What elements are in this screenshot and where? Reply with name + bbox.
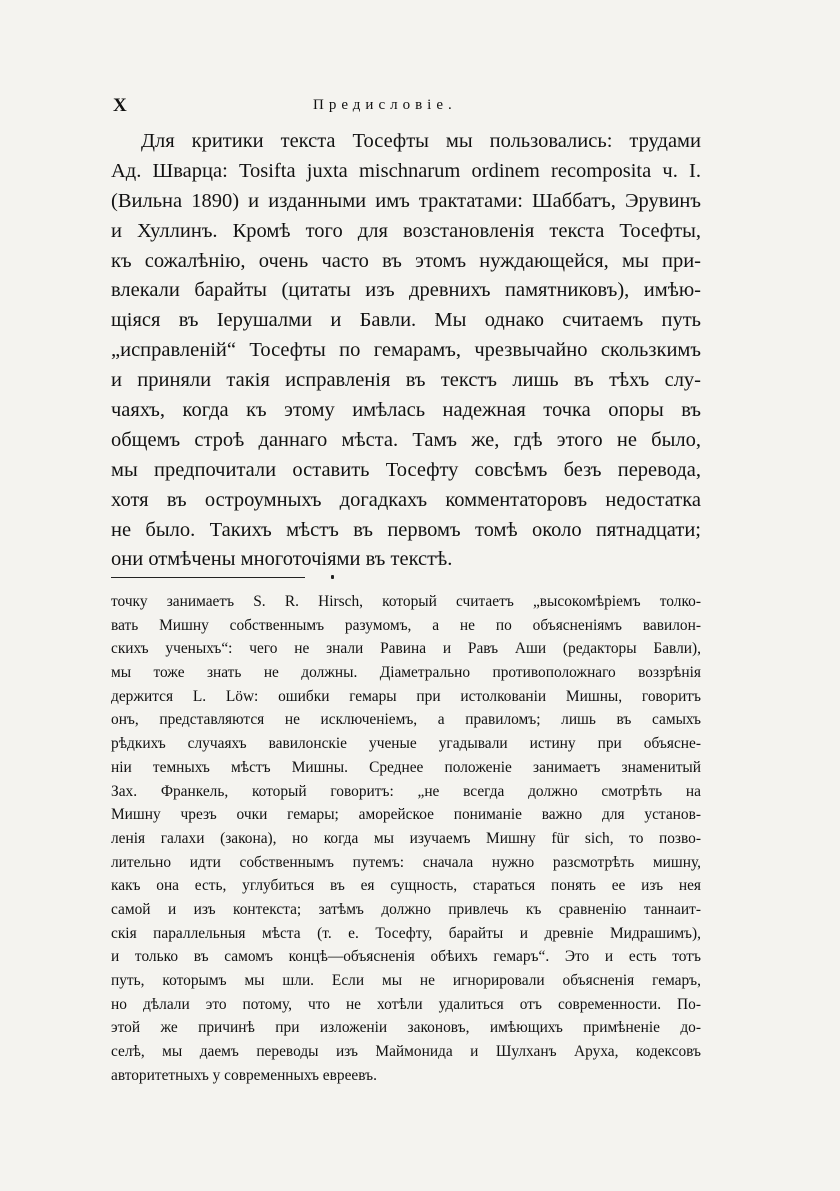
text-line: они отмѣчены многоточіями въ текстѣ. bbox=[111, 548, 453, 571]
footnote-rule bbox=[111, 577, 305, 578]
footnote-line: авторитетныхъ у современныхъ евреевъ. bbox=[111, 1066, 377, 1084]
footnote-line: скихъ ученыхъ“: чего не знали Равина и Равъ Аши (редакторы Бавли), bbox=[111, 640, 701, 658]
text-line: хотя въ остроумныхъ догадкахъ комментаторовъ недостатка bbox=[111, 488, 701, 511]
text-line: Для критики текста Тосефты мы пользовались: трудами bbox=[141, 130, 701, 152]
footnote-line: онъ, представляются не исключеніемъ, а правиломъ; лишь въ самыхъ bbox=[111, 711, 701, 729]
footnote-line: ніи темныхъ мѣстъ Мишны. Среднее положеніе занимаетъ знаменитый bbox=[111, 758, 701, 776]
footnote-line: держится L. Löw: ошибки гемары при истолкованіи Мишны, говоритъ bbox=[111, 687, 701, 705]
ink-speck bbox=[331, 575, 334, 579]
text-line: общемъ строѣ даннаго мѣста. Тамъ же, гдѣ этого не было, bbox=[111, 428, 701, 451]
text-line: и Хуллинъ. Кромѣ того для возстановленія текста Тосефты, bbox=[111, 219, 701, 242]
footnote-line: самой и изъ контекста; затѣмъ должно привлечь къ сравненію таннаит- bbox=[111, 900, 701, 918]
footnote-line: мы тоже знать не должны. Діаметрально противоположнаго воззрѣнія bbox=[111, 664, 701, 682]
footnote-line: какъ она есть, углубиться въ ея сущность, стараться понять ее изъ нея bbox=[111, 877, 701, 895]
footnote-line: ленія галахи (закона), но когда мы изучаемъ Мишну für sich, то позво- bbox=[111, 829, 701, 847]
page-number: X bbox=[113, 95, 127, 116]
footnote-line: селѣ, мы даемъ переводы изъ Маймонида и Шулханъ Аруха, кодексовъ bbox=[111, 1043, 701, 1061]
text-line: Ад. Шварца: Tosifta juxta mischnarum ordinem recomposita ч. I. bbox=[111, 159, 701, 182]
footnote-line: точку занимаетъ S. R. Hirsch, который считаетъ „высокомѣріемъ толко- bbox=[111, 593, 701, 610]
text-line: влекали барайты (цитаты изъ древнихъ памятниковъ), имѣю- bbox=[111, 279, 701, 302]
text-line: не было. Такихъ мѣстъ въ первомъ томѣ около пятнадцати; bbox=[111, 518, 701, 541]
footnote-line: путь, которымъ мы шли. Если мы не игнорировали объясненія гемаръ, bbox=[111, 972, 701, 989]
text-line: (Вильна 1890) и изданными имъ трактатами: Шаббатъ, Эрувинъ bbox=[111, 189, 701, 212]
footnote-line: Зах. Франкель, который говоритъ: „не всегда должно смотрѣть на bbox=[111, 782, 701, 800]
footnote bbox=[111, 590, 701, 1087]
text-line: щіяся въ Іерушалми и Бавли. Мы однако считаемъ путь bbox=[111, 309, 701, 332]
text-line: къ сожалѣнію, очень часто въ этомъ нуждающейся, мы при- bbox=[111, 249, 701, 272]
main-paragraph bbox=[111, 127, 701, 575]
text-line: „исправленій“ Тосефты по гемарамъ, чрезвычайно скользкимъ bbox=[111, 339, 701, 362]
footnote-line: и только въ самомъ концѣ—объясненія обѣихъ гемаръ“. Это и есть тотъ bbox=[111, 948, 701, 966]
footnote-line: но дѣлали это потому, что не хотѣли удалиться отъ современности. По- bbox=[111, 995, 701, 1013]
text-line: мы предпочитали оставить Тосефту совсѣмъ безъ перевода, bbox=[111, 458, 701, 481]
footnote-line: скія параллельныя мѣста (т. е. Тосефту, барайты и древніе Мидрашимъ), bbox=[111, 924, 701, 942]
footnote-line: вать Мишну собственнымъ разумомъ, а не по объясненіямъ вавилон- bbox=[111, 616, 701, 634]
running-title: Предисловіе. bbox=[313, 97, 457, 113]
text-line: чаяхъ, когда къ этому имѣлась надежная точка опоры въ bbox=[111, 399, 701, 422]
footnote-line: Мишну чрезъ очки гемары; аморейское пониманіе важно для установ- bbox=[111, 806, 701, 824]
footnote-line: этой же причинѣ при изложеніи законовъ, имѣющихъ примѣненіе до- bbox=[111, 1019, 701, 1037]
footnote-line: рѣдкихъ случаяхъ вавилонскіе ученые угадывали истину при объясне- bbox=[111, 735, 701, 753]
text-line: и приняли такія исправленія въ текстъ лишь въ тѣхъ слу- bbox=[111, 369, 701, 392]
footnote-line: лительно идти собственнымъ путемъ: сначала нужно разсмотрѣть мишну, bbox=[111, 853, 701, 871]
page-header bbox=[113, 95, 710, 119]
